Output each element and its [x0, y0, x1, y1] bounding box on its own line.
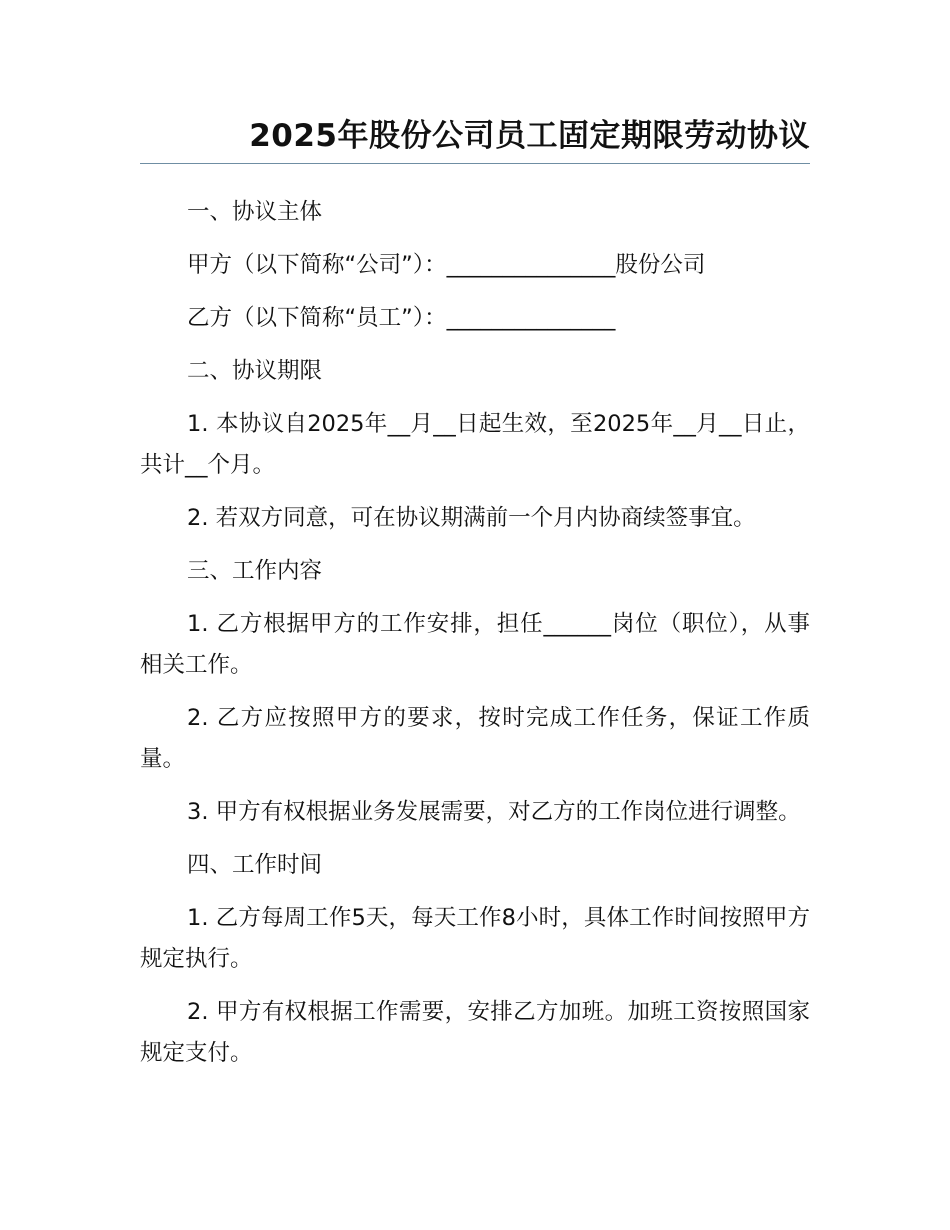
term-clause-2: 2. 若双方同意，可在协议期满前一个月内协商续签事宜。: [187, 505, 756, 531]
work-hours-clause-1: 1. 乙方每周工作5天，每天工作8小时，具体工作时间按照甲方规定执行。: [140, 905, 810, 972]
section-heading-parties: 一、协议主体: [187, 199, 323, 225]
party-b-line: 乙方（以下简称“员工”）：_______________: [187, 305, 616, 331]
work-content-clause-1: 1. 乙方根据甲方的工作安排，担任______岗位（职位），从事相关工作。: [140, 611, 810, 678]
work-content-clause-2: 2. 乙方应按照甲方的要求，按时完成工作任务，保证工作质量。: [140, 705, 810, 772]
term-clause-1: 1. 本协议自2025年__月__日起生效，至2025年__月__日止，共计__个月。: [140, 411, 810, 478]
document-body: [140, 192, 810, 1086]
document-title: 2025年股份公司员工固定期限劳动协议: [249, 118, 810, 154]
party-a-line: 甲方（以下简称“公司”）：_______________股份公司: [187, 252, 706, 278]
section-heading-work-hours: 四、工作时间: [187, 852, 323, 878]
work-hours-clause-2: 2. 甲方有权根据工作需要，安排乙方加班。加班工资按照国家规定支付。: [140, 999, 810, 1066]
section-heading-term: 二、协议期限: [187, 358, 323, 384]
work-content-clause-3: 3. 甲方有权根据业务发展需要，对乙方的工作岗位进行调整。: [187, 799, 801, 825]
section-heading-work-content: 三、工作内容: [187, 558, 323, 584]
title-underline: [140, 163, 810, 164]
